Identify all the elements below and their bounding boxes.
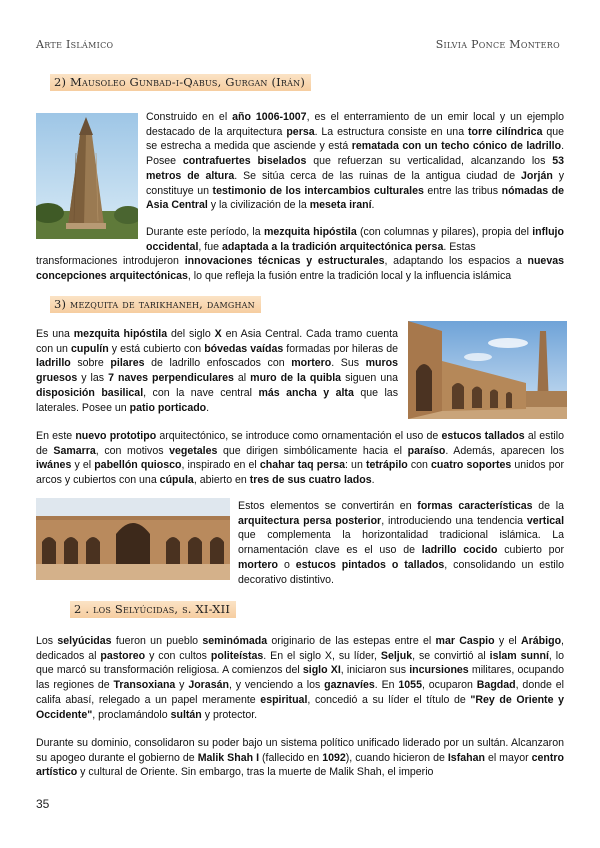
paragraph-tarikhaneh-description: Es una mezquita hipóstila del siglo X en Asia Central. Cada tramo cuenta con un cupulín y está cubierto con bóvedas vaídas formadas por hileras de ladrillo sobre pilares de ladrillo enfoscados con mortero. Sus muros gruesos y las 7 naves perpendiculares al muro de la quibla siguen una disposición basilical, con la nave central más ancha y alta que las laterales. Posee un patio porticado. [36, 328, 399, 414]
paragraph-gunbad-description: Construido en el año 1006-1007, es el enterramiento de un emir local y un ejemplo destacado de la arquitectura persa. La estructura consiste en una torre cilíndrica que se estrecha a medida que asciende y está rematada con un techo cónico de ladrillo. Posee contrafuertes biselados que refuerzan su verticalidad, alcanzando los 53 metros de altura. Se sitúa cerca de las ruinas de la antigua ciudad de Jorján y constituye un testimonio de los intercambios culturales entre las tribus nómadas de Asia Central y la civilización de la meseta iraní. [146, 111, 565, 212]
section-title-selyucidas: 2 . los Selyúcidas, s. XI-XII [70, 601, 236, 618]
paragraph-characteristic-forms: Estos elementos se convertirán en formas características de la arquitectura persa posterior, introduciendo una tendencia vertical que complementa la horizontalidad tradicional islámica. La ornamentación clave es el uso de ladrillo cocido cubierto por mortero o estucos pintados o tallados, consolidando un estilo decorativo distintivo. [238, 500, 565, 586]
section-title-gunbad: 2) Mausoleo Gunbad-i-Qabus, Gurgan (Irán) [50, 74, 311, 91]
arcade-photo [36, 498, 230, 580]
page-number: 35 [36, 797, 50, 811]
paragraph-selyucidas-origins: Los selyúcidas fueron un pueblo seminómada originario de las estepas entre el mar Caspio y el Arábigo, dedicados al pastoreo y con cultos politeístas. En el siglo X, su líder, Seljuk, se convirtió al islam sunní, lo que marcó su transformación religiosa. A comienzos del siglo XI, iniciaron sus incursiones militares, ocupando las regiones de Transoxiana y Jorasán, y venciendo a los gaznavíes. En 1055, ocuparon Bagdad, donde el califa abasí, relegado a un papel meramente espiritual, concedió a su líder el título de "Rey de Oriente y Occidente", proclamándolo sultán y protector. [36, 635, 565, 721]
section-title-tarikhaneh: 3) mezquita de tarikhaneh, damghan [50, 296, 261, 313]
header-right-author: Silvia Ponce Montero [435, 38, 560, 51]
header-left-title: Arte Islámico [36, 38, 114, 51]
paragraph-selyucidas-dominion: Durante su dominio, consolidaron su poder bajo un sistema político unificado liderado por un sultán. Alcanzaron su apogeo durante el gobierno de Malik Shah I (fallecido en 1092), cuando hicieron de Isfahan el mayor centro artístico y cultural de Oriente. Sin embargo, tras la muerte de Malik Shah, el imperio [36, 737, 565, 779]
paragraph-hypostyle-continued: transformaciones introdujeron innovaciones técnicas y estructurales, adaptando los espacios a nuevas concepciones arquitectónicas, lo que refleja la fusión entre la tradición local y la influencia islámica [36, 255, 564, 282]
tower-photo [36, 113, 138, 239]
paragraph-hypostyle-intro: Durante este período, la mezquita hipóstila (con columnas y pilares), propia del influjo occidental, fue adaptada a la tradición arquitectónica persa. Estas [146, 226, 564, 253]
paragraph-new-prototype: En este nuevo prototipo arquitectónico, se introduce como ornamentación el uso de estucos tallados al estilo de Samarra, con motivos vegetales que dirigen simbólicamente hacia el paraíso. Además, aparecen los iwánes y el pabellón quiosco, inspirado en el chahar taq persa: un tetrápilo con cuatro soportes unidos por arcos y cubiertos con una cúpula, abierto en tres de sus cuatro lados. [36, 430, 565, 487]
mosque-courtyard-photo [408, 321, 567, 419]
